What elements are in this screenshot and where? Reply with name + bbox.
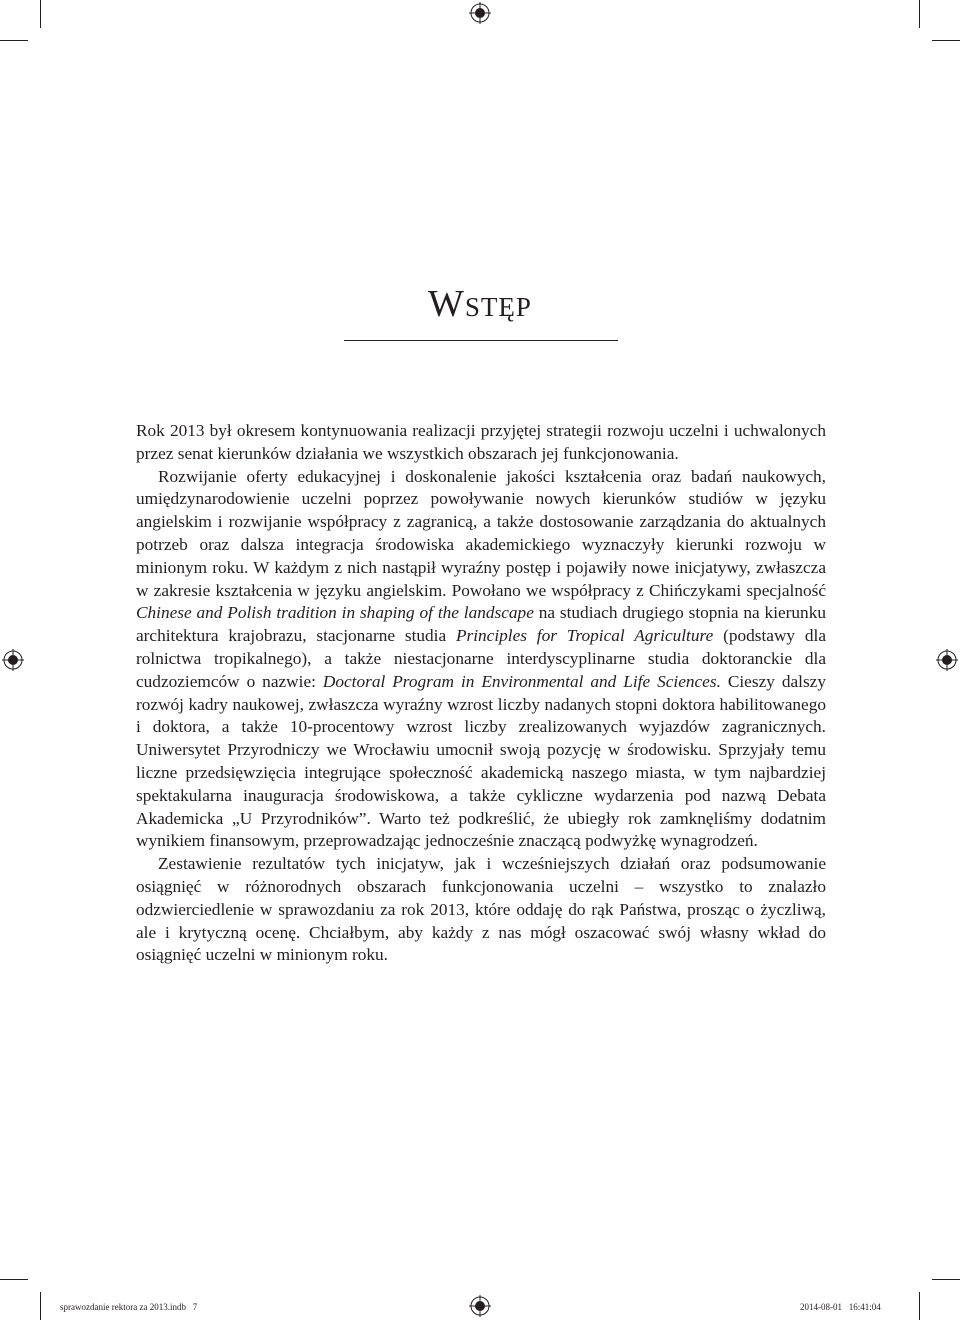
crop-mark-bottom-right-h <box>932 1279 960 1280</box>
text-run: Rok 2013 był okresem kontynuowania realizacji przyjętej strategii rozwoju uczelni i uchwalonych przez senat kierunków działania we wszystkich obszarach jej funkcjonowania. <box>136 421 826 463</box>
registration-mark-icon <box>2 649 24 671</box>
paragraph <box>136 853 826 967</box>
crop-mark-top-left-h <box>0 40 28 41</box>
crop-mark-top-left-v <box>40 0 41 28</box>
registration-mark-icon <box>469 2 491 24</box>
title-underline <box>344 340 618 341</box>
slug-filename: sprawozdanie rektora za 2013.indb 7 <box>60 1302 198 1312</box>
italic-text-run: Principles for Tropical Agriculture <box>455 626 714 646</box>
text-run: Rozwijanie oferty edukacyjnej i doskonalenie jakości kształcenia oraz badań naukowych, umiędzynarodowienie uczelni poprzez powoływanie nowych kierunków studiów w języku angielskim i rozwijanie współpracy z zagranicą, a także dostosowanie zarządzania do aktualnych potrzeb oraz dalsza integracja środowiska akademickiego wyznaczyły kierunki rozwoju w minionym roku. W każdym z nich nastąpił wyraźny postęp i pojawiły nowe inicjatywy, zwłaszcza w zakresie kształcenia w języku angielskim. Powołano we współpracy z Chińczykami specjalność <box>136 466 826 600</box>
registration-mark-icon <box>469 1295 491 1317</box>
text-run: Zestawienie rezultatów tych inicjatyw, jak i wcześniejszych działań oraz podsumowanie osiągnięć w różnorodnych obszarach funkcjonowania uczelni – wszystko to znalazło odzwierciedlenie w sprawozdaniu za rok 2013, które oddaję do rąk Państwa, prosząc o życzliwą, ale i krytyczną ocenę. Chciałbym, aby każdy z nas mógł oszacować swój własny wkład do osiągnięć uczelni w minionym roku. <box>136 854 826 965</box>
italic-text-run: Chinese and Polish tradition in shaping of the landscape <box>136 603 534 623</box>
crop-mark-bottom-left-v <box>40 1292 41 1320</box>
text-run: (podstawy dla rolnictwa tropikalnego), a także niestacjonarne interdyscyplinarne studia doktoranckie dla cudzoziemców o nazwie: <box>136 626 827 691</box>
italic-text-run: Doctoral Program in Environmental and Life Sciences. <box>322 671 721 691</box>
paragraph <box>136 420 826 466</box>
body-text <box>136 420 826 967</box>
paragraph <box>136 466 826 854</box>
slug-timestamp: 2014-08-01 16:41:04 <box>800 1302 881 1312</box>
crop-mark-top-right-v <box>919 0 920 28</box>
crop-mark-bottom-right-v <box>919 1292 920 1320</box>
text-run: na studiach drugiego stopnia na kierunku architektura krajobrazu, stacjonarne studia <box>136 603 826 646</box>
registration-mark-icon <box>936 649 958 671</box>
page-title: Wstęp <box>428 283 532 325</box>
crop-mark-bottom-left-h <box>0 1279 28 1280</box>
text-run: Cieszy dalszy rozwój kadry naukowej, zwłaszcza wyraźny wzrost liczby nadanych stopni doktora habilitowanego i doktora, a także 10-procentowy wzrost liczby zrealizowanych wyjazdów zagranicznych. Uniwersytet Przyrodniczy we Wrocławiu umocnił swoją pozycję w środowisku. Sprzyjały temu liczne przedsięwzięcia integrujące społeczność akademicką naszego miasta, w tym najbardziej spektakularna inauguracja środowiskowa, a także cykliczne wydarzenia pod nazwą Debata Akademicka „U Przyrodników”. Warto też podkreślić, że ubiegły rok zamknęliśmy dodatnim wynikiem finansowym, przeprowadzając jednocześnie znaczącą podwyżkę wynagrodzeń. <box>136 671 826 851</box>
crop-mark-top-right-h <box>932 40 960 41</box>
